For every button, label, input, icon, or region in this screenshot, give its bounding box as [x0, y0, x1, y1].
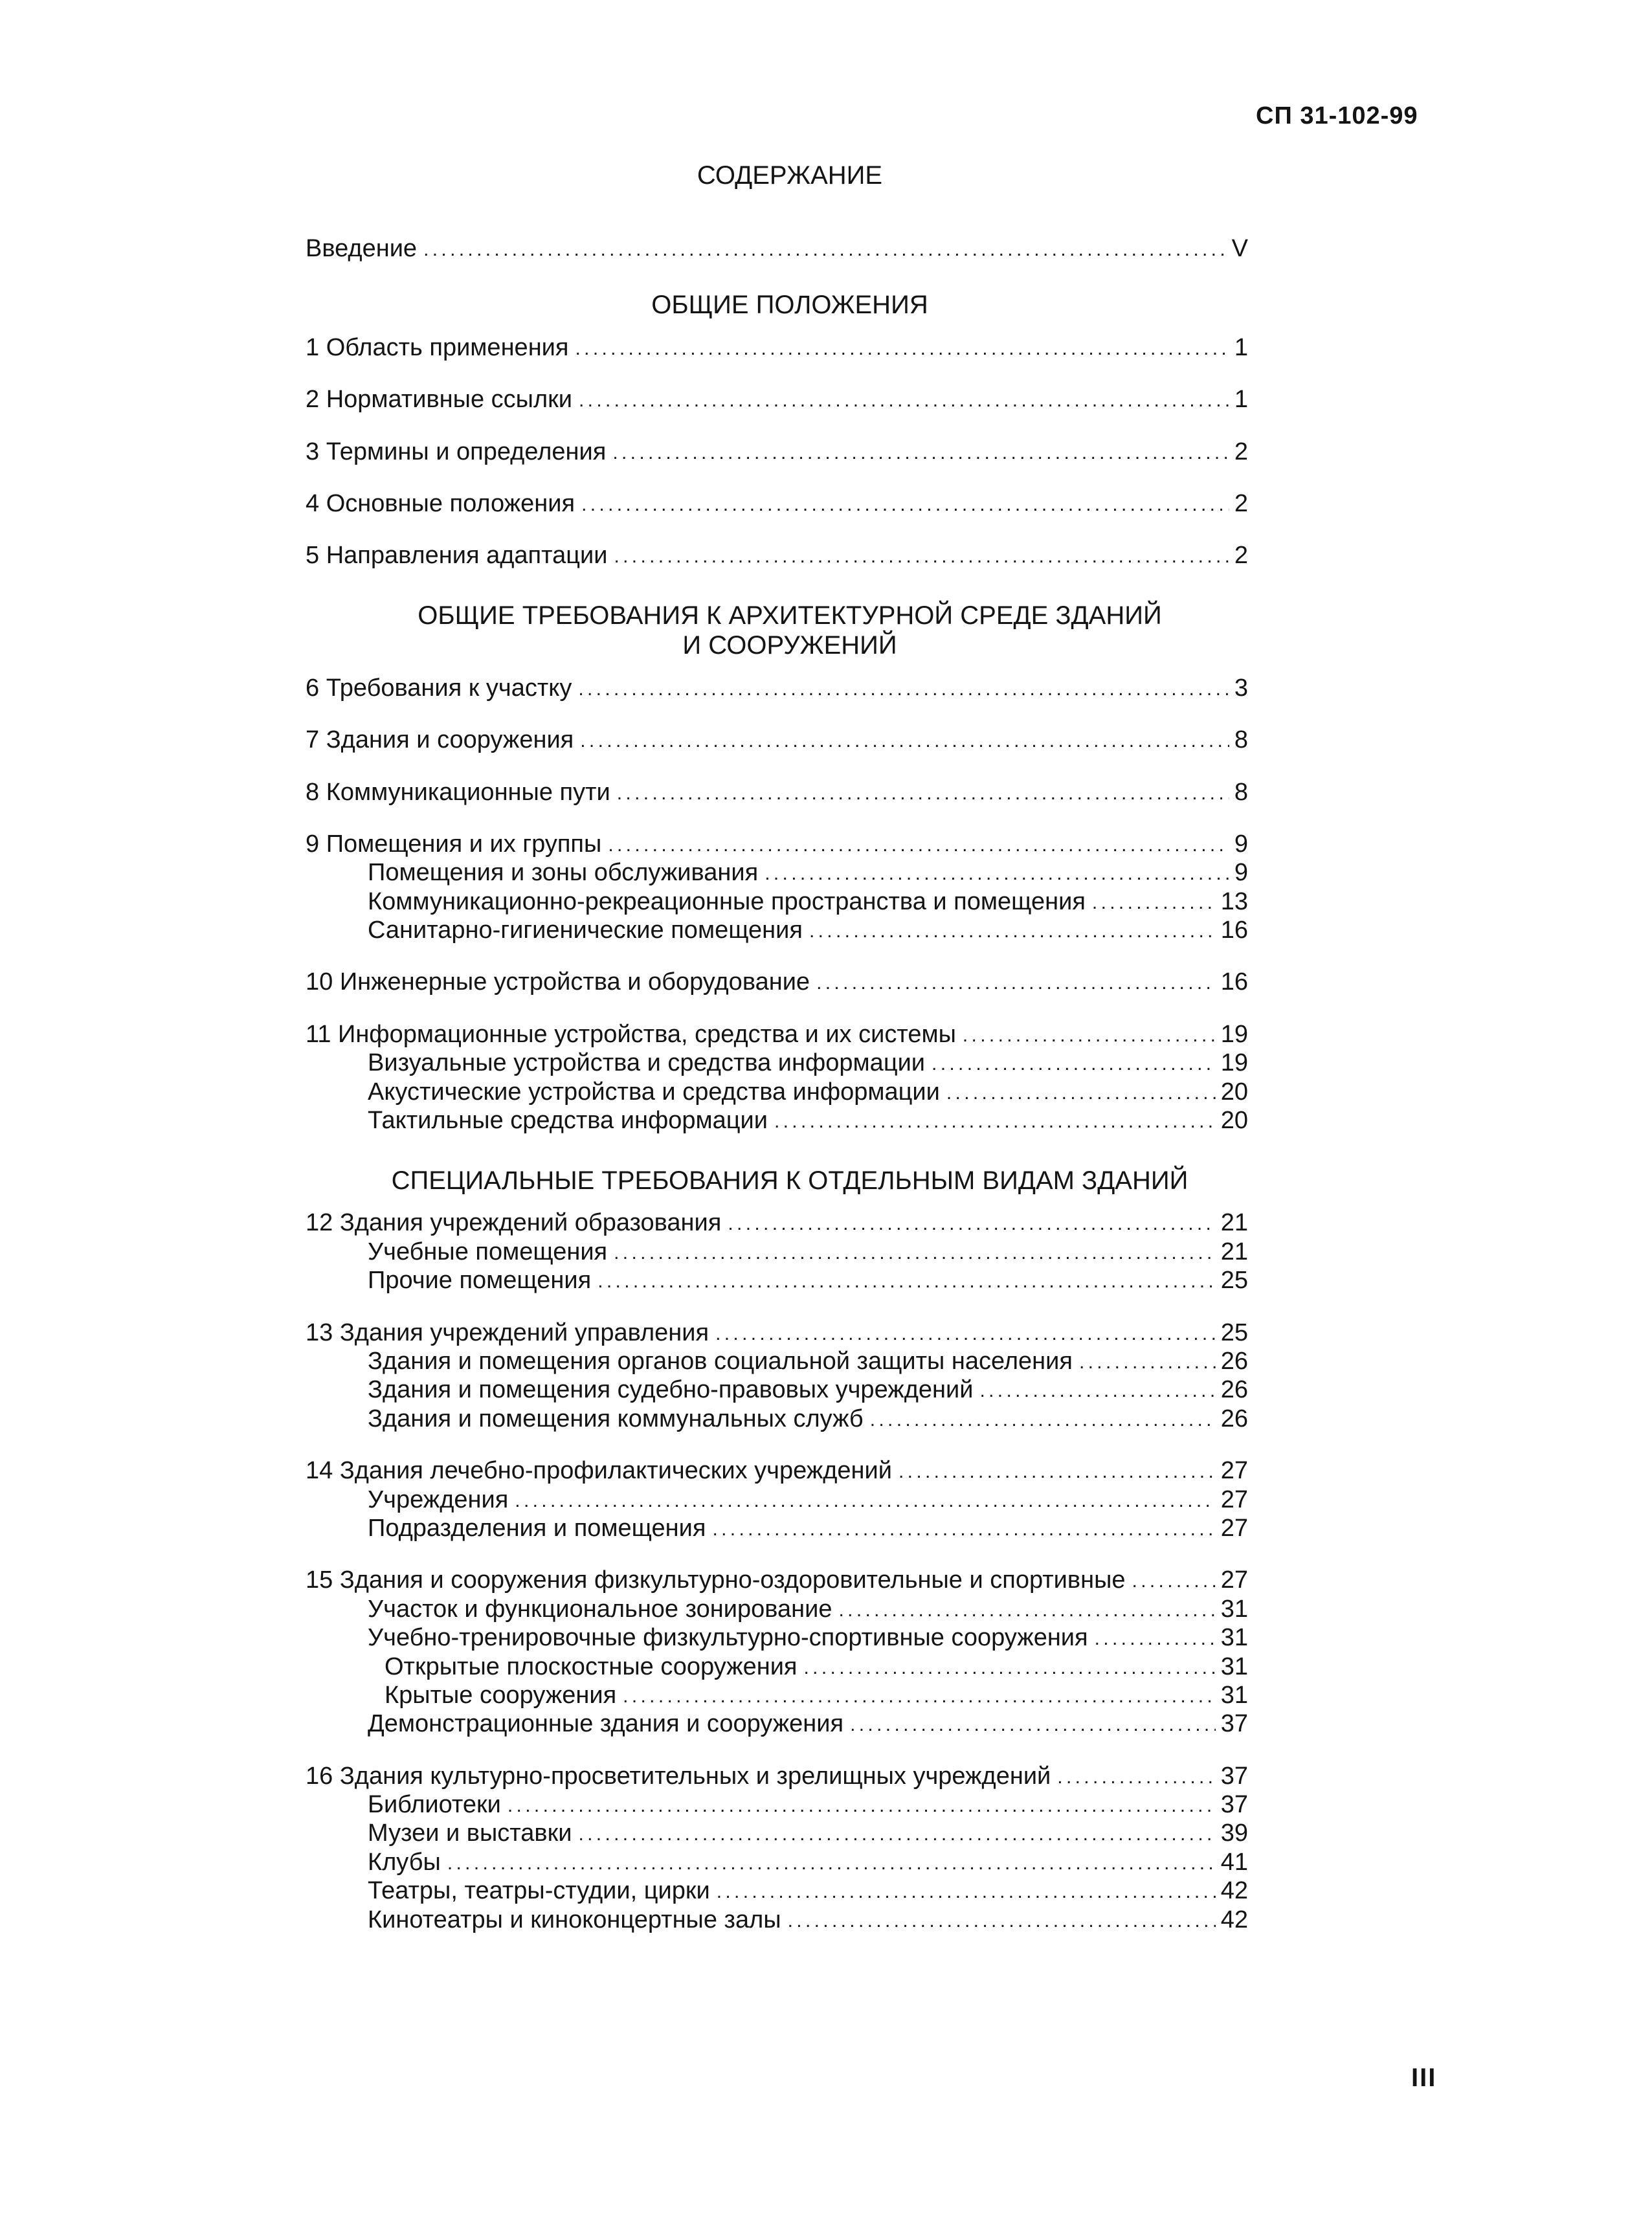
dot-leader — [712, 1517, 1215, 1542]
toc-entry-label: 8 Коммуникационные пути — [306, 778, 610, 806]
toc-entry-label: Участок и функциональное зонирование — [368, 1595, 832, 1623]
toc-entry-page: 2 — [1234, 438, 1248, 465]
toc-entry-page: 39 — [1220, 1820, 1248, 1847]
toc-entry-page: 25 — [1220, 1267, 1248, 1295]
toc-entry-label: Тактильные средства информации — [368, 1107, 768, 1135]
section-heading-line: И СООРУЖЕНИЙ — [682, 631, 897, 660]
toc-entry-page: 21 — [1220, 1238, 1248, 1265]
section-heading-line: СПЕЦИАЛЬНЫЕ ТРЕБОВАНИЯ К ОТДЕЛЬНЫМ ВИДАМ ЗДАНИЙ — [391, 1166, 1189, 1196]
toc-entry[interactable] — [306, 777, 1248, 806]
dot-leader — [804, 1655, 1216, 1681]
dot-leader — [614, 1240, 1216, 1266]
dot-leader — [816, 970, 1216, 996]
toc-entry[interactable] — [306, 1208, 1248, 1237]
dot-leader — [612, 440, 1229, 466]
toc-subentry[interactable] — [306, 1623, 1248, 1652]
toc-entry-page: 2 — [1234, 489, 1248, 517]
toc-entry-label: Музеи и выставки — [368, 1820, 572, 1847]
toc-subentry[interactable] — [306, 1790, 1248, 1819]
dot-leader — [579, 388, 1229, 414]
toc-entry-label: Клубы — [368, 1848, 441, 1876]
toc-entry-page: 42 — [1220, 1906, 1248, 1933]
toc-intro — [306, 234, 1248, 263]
toc-subentry[interactable] — [306, 1594, 1248, 1623]
toc-entry-page: 26 — [1220, 1376, 1248, 1404]
dot-leader — [932, 1051, 1216, 1077]
toc-entry-page: 1 — [1234, 386, 1248, 414]
toc-entry-page: 27 — [1220, 1514, 1248, 1542]
section-heading-general — [331, 290, 1248, 320]
toc-entry-page: 2 — [1234, 542, 1248, 570]
toc-entry-page: 27 — [1220, 1457, 1248, 1485]
dot-leader — [623, 1684, 1216, 1709]
toc-entry-label: Коммуникационно-рекреационные пространства и помещения — [368, 887, 1086, 915]
toc-entry-label: Учебно-тренировочные физкультурно-спортивные сооружения — [368, 1624, 1088, 1652]
toc-entry-label: Введение — [306, 235, 418, 263]
toc-entry-label: Демонстрационные здания и сооружения — [368, 1710, 844, 1738]
toc-entry-group — [306, 1456, 1248, 1542]
dot-leader — [850, 1712, 1216, 1738]
toc-entry-page: 8 — [1234, 726, 1248, 754]
toc-entry-label: 7 Здания и сооружения — [306, 726, 574, 754]
section-heading-line: ОБЩИЕ ПОЛОЖЕНИЯ — [651, 291, 928, 320]
toc-subentry[interactable] — [306, 1709, 1248, 1738]
dot-leader — [774, 1109, 1216, 1135]
dot-leader — [1132, 1568, 1216, 1594]
toc-subentry[interactable] — [306, 1375, 1248, 1404]
toc-entry-page: V — [1231, 235, 1248, 263]
toc-entry-label: 13 Здания учреждений управления — [306, 1319, 709, 1346]
section-heading-architectural-environment — [331, 601, 1248, 660]
toc-entry-label: Учреждения — [368, 1486, 509, 1513]
toc-entry-label: 9 Помещения и их группы — [306, 830, 602, 858]
toc-entry-label: Санитарно-гигиенические помещения — [368, 917, 803, 944]
toc-entry-group — [306, 1566, 1248, 1738]
section-heading-line: ОБЩИЕ ТРЕБОВАНИЯ К АРХИТЕКТУРНОЙ СРЕДЕ ЗДАНИЙ — [418, 601, 1162, 630]
dot-leader — [765, 861, 1229, 887]
toc-entry-label: 15 Здания и сооружения физкультурно-оздоровительные и спортивные — [306, 1566, 1126, 1594]
toc-entry[interactable] — [306, 1761, 1248, 1790]
toc-entry-label: 5 Направления адаптации — [306, 542, 608, 570]
toc-entry[interactable] — [306, 968, 1248, 996]
toc-subentry[interactable] — [306, 1049, 1248, 1077]
toc-entry-page: 3 — [1234, 674, 1248, 702]
dot-leader — [946, 1080, 1216, 1106]
toc-subentry[interactable] — [306, 916, 1248, 944]
toc-entry-group — [306, 673, 1248, 702]
dot-leader — [423, 237, 1227, 263]
toc-entry-group — [306, 1208, 1248, 1295]
toc-entry-label: 11 Информационные устройства, средства и их системы — [306, 1020, 956, 1048]
dot-leader — [580, 728, 1229, 754]
dot-leader — [1095, 1626, 1216, 1652]
toc-entry-group — [306, 385, 1248, 414]
toc-entry-page: 21 — [1220, 1209, 1248, 1237]
toc-subentry[interactable] — [306, 858, 1248, 887]
toc-entry[interactable] — [306, 333, 1248, 361]
toc-entry-label: Акустические устройства и средства информации — [368, 1078, 940, 1106]
toc-entry-label: 14 Здания лечебно-профилактических учреждений — [306, 1457, 892, 1485]
toc-entry-page: 42 — [1220, 1877, 1248, 1905]
toc-entry[interactable] — [306, 489, 1248, 518]
toc-entry-label: 1 Область применения — [306, 333, 569, 361]
toc-entry-label: 12 Здания учреждений образования — [306, 1209, 722, 1237]
toc-entry[interactable] — [306, 830, 1248, 858]
toc-entry-label: Помещения и зоны обслуживания — [368, 859, 759, 887]
dot-leader — [578, 1821, 1215, 1847]
toc-entry-page: 31 — [1220, 1624, 1248, 1652]
dot-leader — [575, 336, 1229, 362]
dot-leader — [715, 1321, 1216, 1347]
dot-leader — [578, 676, 1229, 702]
toc-entry-label: Здания и помещения коммунальных служб — [368, 1405, 864, 1432]
toc-subentry[interactable] — [306, 1347, 1248, 1375]
dot-leader — [447, 1851, 1216, 1876]
toc-entry-label: Здания и помещения органов социальной защиты населения — [368, 1347, 1073, 1375]
toc-entry-label: Здания и помещения судебно-правовых учреждений — [368, 1376, 974, 1404]
toc-entry-page: 37 — [1220, 1710, 1248, 1738]
toc-entry-page: 9 — [1234, 859, 1248, 887]
dot-leader — [717, 1879, 1216, 1905]
toc-subentry[interactable] — [306, 1847, 1248, 1876]
toc-entry-page: 25 — [1220, 1319, 1248, 1346]
toc-entry-page: 20 — [1220, 1107, 1248, 1135]
toc-entry-group — [306, 1019, 1248, 1135]
toc-entry[interactable] — [306, 234, 1248, 263]
toc-entry-page: 31 — [1220, 1653, 1248, 1680]
toc-subentry[interactable] — [306, 1819, 1248, 1847]
toc-entry[interactable] — [306, 726, 1248, 754]
dot-leader — [788, 1908, 1216, 1934]
toc-entry-page: 19 — [1220, 1049, 1248, 1077]
toc-entry-label: Визуальные устройства и средства информации — [368, 1049, 926, 1077]
toc-entry-label: Прочие помещения — [368, 1267, 592, 1295]
toc-subentry[interactable] — [306, 1266, 1248, 1295]
section-architectural-environment-entries — [306, 673, 1248, 1135]
toc-entry-group — [306, 830, 1248, 945]
toc-subentry[interactable] — [306, 1106, 1248, 1135]
dot-leader — [1057, 1764, 1215, 1790]
toc-entry[interactable] — [306, 541, 1248, 570]
toc-entry-label: 2 Нормативные ссылки — [306, 386, 572, 414]
section-general-entries — [306, 333, 1248, 570]
toc-entry-label: Учебные помещения — [368, 1238, 608, 1265]
toc-entry-label: Открытые плоскостные сооружения — [385, 1653, 798, 1680]
toc-entry-page: 19 — [1220, 1020, 1248, 1048]
toc-subentry[interactable] — [306, 1485, 1248, 1513]
dot-leader — [608, 832, 1229, 858]
toc-entry-label: 3 Термины и определения — [306, 438, 607, 465]
toc-entry-page: 37 — [1220, 1762, 1248, 1790]
toc-entry-group — [306, 541, 1248, 570]
dot-leader — [617, 781, 1229, 807]
toc-entry-page: 1 — [1234, 333, 1248, 361]
dot-leader — [979, 1378, 1215, 1404]
toc-subentry[interactable] — [306, 1514, 1248, 1542]
dot-leader — [597, 1269, 1216, 1295]
dot-leader — [614, 544, 1229, 570]
toc-entry-label: 10 Инженерные устройства и оборудование — [306, 968, 810, 996]
toc-subentry[interactable] — [306, 1237, 1248, 1265]
dot-leader — [899, 1459, 1216, 1485]
toc-entry[interactable] — [306, 1456, 1248, 1485]
toc-entry-page: 31 — [1220, 1595, 1248, 1623]
toc-entry-page: 16 — [1220, 917, 1248, 944]
section-heading-special-requirements — [331, 1166, 1248, 1196]
toc-entry[interactable] — [306, 673, 1248, 702]
dot-leader — [809, 918, 1216, 944]
toc-entry-group — [306, 333, 1248, 361]
toc-entry[interactable] — [306, 1318, 1248, 1346]
toc-subentry[interactable] — [306, 1681, 1248, 1709]
toc-entry-page: 37 — [1220, 1791, 1248, 1819]
dot-leader — [870, 1407, 1216, 1433]
toc-entry-page: 16 — [1220, 968, 1248, 996]
toc-entry-page: 31 — [1220, 1681, 1248, 1709]
toc-subentry[interactable] — [306, 1876, 1248, 1905]
toc-entry-label: 6 Требования к участку — [306, 674, 572, 702]
dot-leader — [581, 492, 1229, 518]
page-number: III — [1411, 2064, 1437, 2092]
dot-leader — [1079, 1350, 1216, 1375]
dot-leader — [508, 1793, 1216, 1819]
toc-entry-label: Театры, театры-студии, цирки — [368, 1877, 710, 1905]
section-special-requirements-entries — [306, 1208, 1248, 1934]
dot-leader — [515, 1488, 1215, 1514]
toc-entry-label: 16 Здания культурно-просветительных и зрелищных учреждений — [306, 1762, 1051, 1790]
toc-subentry[interactable] — [306, 1404, 1248, 1432]
toc-subentry[interactable] — [306, 887, 1248, 915]
toc-title: СОДЕРЖАНИЕ — [697, 161, 883, 190]
toc-entry-group — [306, 968, 1248, 996]
dot-leader — [728, 1211, 1215, 1237]
toc-subentry[interactable] — [306, 1905, 1248, 1933]
toc-entry-page: 20 — [1220, 1078, 1248, 1106]
toc-entry-label: Кинотеатры и киноконцертные залы — [368, 1906, 781, 1933]
toc-entry-group — [306, 1761, 1248, 1933]
toc-entry-group — [306, 437, 1248, 465]
toc-entry-page: 27 — [1220, 1486, 1248, 1513]
toc-entry-page: 41 — [1220, 1848, 1248, 1876]
table-of-contents — [306, 155, 1248, 1934]
toc-entry[interactable] — [306, 1566, 1248, 1594]
dot-leader — [838, 1597, 1215, 1623]
toc-entry[interactable] — [306, 1019, 1248, 1048]
toc-entry-label: Подразделения и помещения — [368, 1514, 706, 1542]
toc-subentry[interactable] — [306, 1077, 1248, 1106]
toc-entry-page: 26 — [1220, 1405, 1248, 1432]
toc-subentry[interactable] — [306, 1652, 1248, 1680]
toc-entry-group — [306, 1318, 1248, 1433]
toc-entry-page: 27 — [1220, 1566, 1248, 1594]
toc-entry-page: 26 — [1220, 1347, 1248, 1375]
toc-entry-label: Крытые сооружения — [385, 1681, 617, 1709]
document-code: СП 31-102-99 — [1256, 102, 1418, 129]
toc-entry-group — [306, 726, 1248, 754]
toc-entry-group — [306, 777, 1248, 806]
dot-leader — [1092, 890, 1216, 916]
toc-entry[interactable] — [306, 385, 1248, 414]
toc-entry-page: 9 — [1234, 830, 1248, 858]
toc-entry-label: Библиотеки — [368, 1791, 501, 1819]
toc-entry-page: 8 — [1234, 778, 1248, 806]
toc-entry-group — [306, 489, 1248, 518]
dot-leader — [963, 1023, 1216, 1049]
toc-entry-page: 13 — [1220, 887, 1248, 915]
toc-entry[interactable] — [306, 437, 1248, 465]
toc-entry-label: 4 Основные положения — [306, 489, 575, 517]
